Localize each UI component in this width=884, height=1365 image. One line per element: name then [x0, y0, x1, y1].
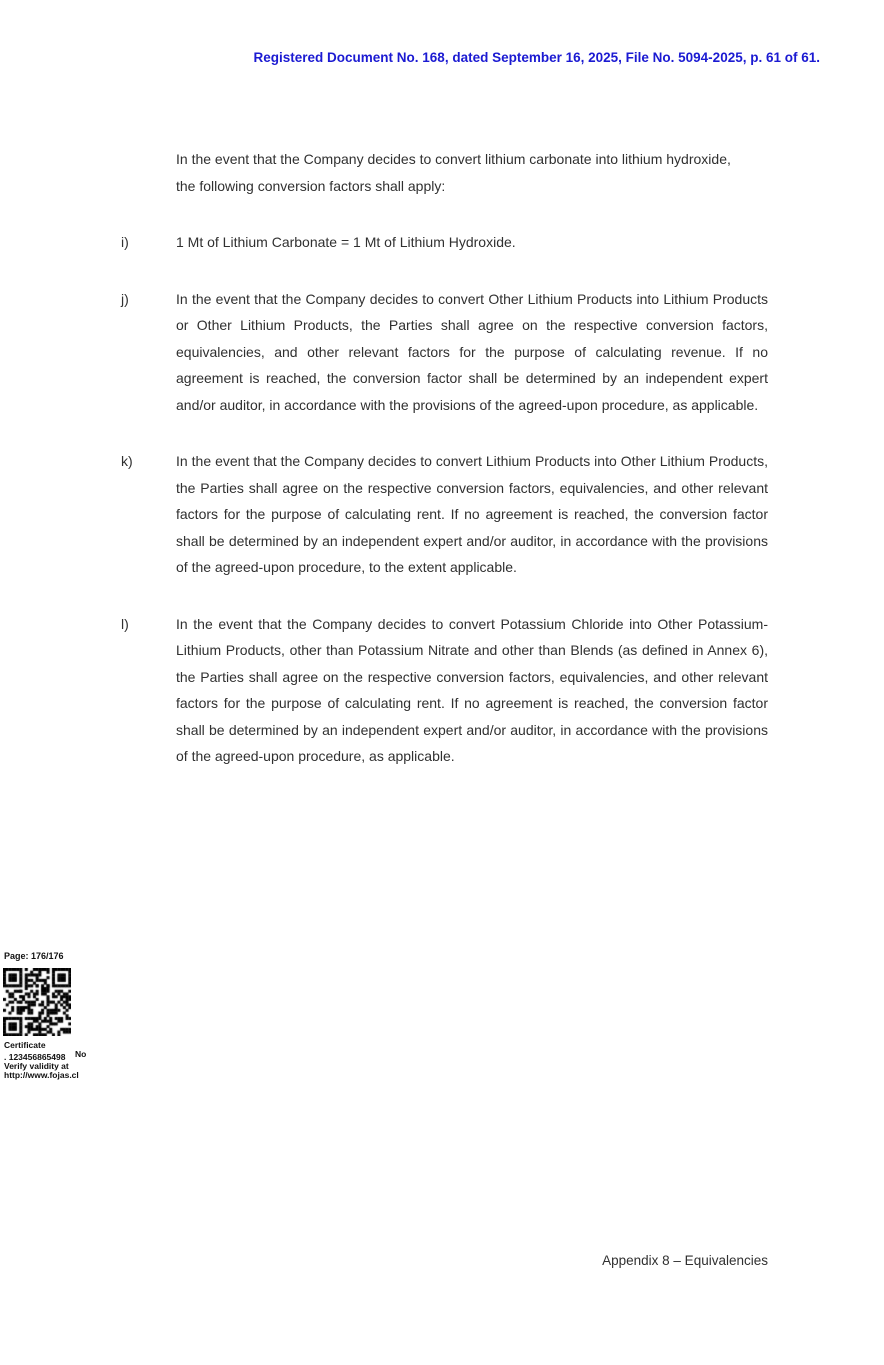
appendix-footer: Appendix 8 – Equivalencies [602, 1253, 768, 1268]
intro-paragraph: In the event that the Company decides to convert lithium carbonate into lithium hydroxide, the following conversion factors shall apply: [176, 151, 731, 194]
list-item-l [121, 611, 768, 770]
verify-validity-text: Verify validity at [4, 1061, 69, 1071]
certificate-no-label: No [75, 1049, 87, 1059]
list-item-text: In the event that the Company decides to convert Other Lithium Products into Lithium Products or Other Lithium Products, the Parties shall agree on the respective conversion factors, equivalencies, and other relevant factors for the purpose of calculating revenue. If no agreement is reached, the conversion factor shall be determined by an independent expert and/or auditor, in accordance with the provisions of the agreed-upon procedure, as applicable. [176, 290, 768, 413]
list-item-label: l) [121, 615, 129, 632]
certificate-label: Certificate [4, 1040, 46, 1050]
list-item-label: j) [121, 290, 129, 307]
list-item-i [121, 229, 768, 256]
list-item-text: 1 Mt of Lithium Carbonate = 1 Mt of Lithium Hydroxide. [176, 234, 516, 250]
certificate-number: . 123456865498 [4, 1052, 66, 1062]
verify-url-text: http://www.fojas.cl [4, 1070, 79, 1080]
list-item-label: k) [121, 453, 133, 469]
list-item-text: In the event that the Company decides to convert Lithium Products into Other Lithium Products, the Parties shall agree on the respective conversion factors, equivalencies, and other relevant factors for the purpose of calculating rent. If no agreement is reached, the conversion factor shall be determined by an independent expert and/or auditor, in accordance with the provisions of the agreed-upon procedure, to the extent applicable. [176, 453, 768, 575]
registration-header: Registered Document No. 168, dated September 16, 2025, File No. 5094-2025, p. 61 of 61. [253, 50, 820, 65]
stamp-page-counter: Page: 176/176 [4, 951, 64, 961]
list-item-text: In the event that the Company decides to convert Potassium Chloride into Other Potassium-Lithium Products, other than Potassium Nitrate and other than Blends (as defined in Annex 6), the Parties shall agree on the respective conversion factors, equivalencies, and other relevant factors for the purpose of calculating rent. If no agreement is reached, the conversion factor shall be determined by an independent expert and/or auditor, in accordance with the provisions of the agreed-upon procedure, as applicable. [176, 615, 768, 764]
list-item-k [121, 448, 768, 581]
qr-code-icon [3, 968, 71, 1036]
document-body [121, 146, 768, 800]
list-item-j [121, 286, 768, 419]
list-item-label: i) [121, 234, 129, 250]
